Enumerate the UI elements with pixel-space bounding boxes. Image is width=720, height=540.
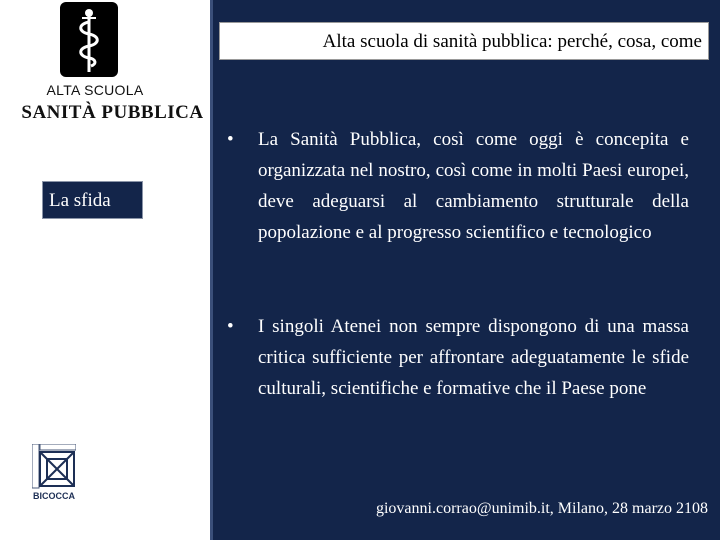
- list-item: [227, 124, 689, 248]
- section-label-box: [42, 181, 143, 219]
- content-panel: [210, 0, 720, 540]
- sidebar: [0, 0, 210, 540]
- title-box: [219, 22, 709, 60]
- bicocca-logo: [32, 444, 76, 500]
- caduceus-icon: [60, 2, 118, 77]
- page-title: Alta scuola di sanità pubblica: perché, cosa, come: [322, 31, 702, 52]
- bullet-marker: •: [227, 129, 234, 150]
- brand-line2: SANITÀ PUBBLICA: [21, 102, 204, 123]
- bullet-marker: •: [227, 316, 234, 337]
- section-label: La sfida: [49, 190, 111, 211]
- bullet-text: La Sanità Pubblica, così come oggi è concepita e organizzata nel nostro, così come in molti Paesi europei, deve adeguarsi al cambiamento strutturale della popolazione e al progresso scientifico e tecnologico: [258, 129, 689, 243]
- svg-text:BICOCCA: BICOCCA: [33, 491, 75, 500]
- list-item: [227, 311, 689, 404]
- bullet-text: I singoli Atenei non sempre dispongono di una massa critica sufficiente per affrontare adeguatamente le sfide culturali, scientifiche e formative che il Paese pone: [258, 316, 689, 399]
- brand-line1: ALTA SCUOLA: [46, 82, 144, 98]
- footer-text: giovanni.corrao@unimib.it, Milano, 28 marzo 2108: [375, 500, 708, 517]
